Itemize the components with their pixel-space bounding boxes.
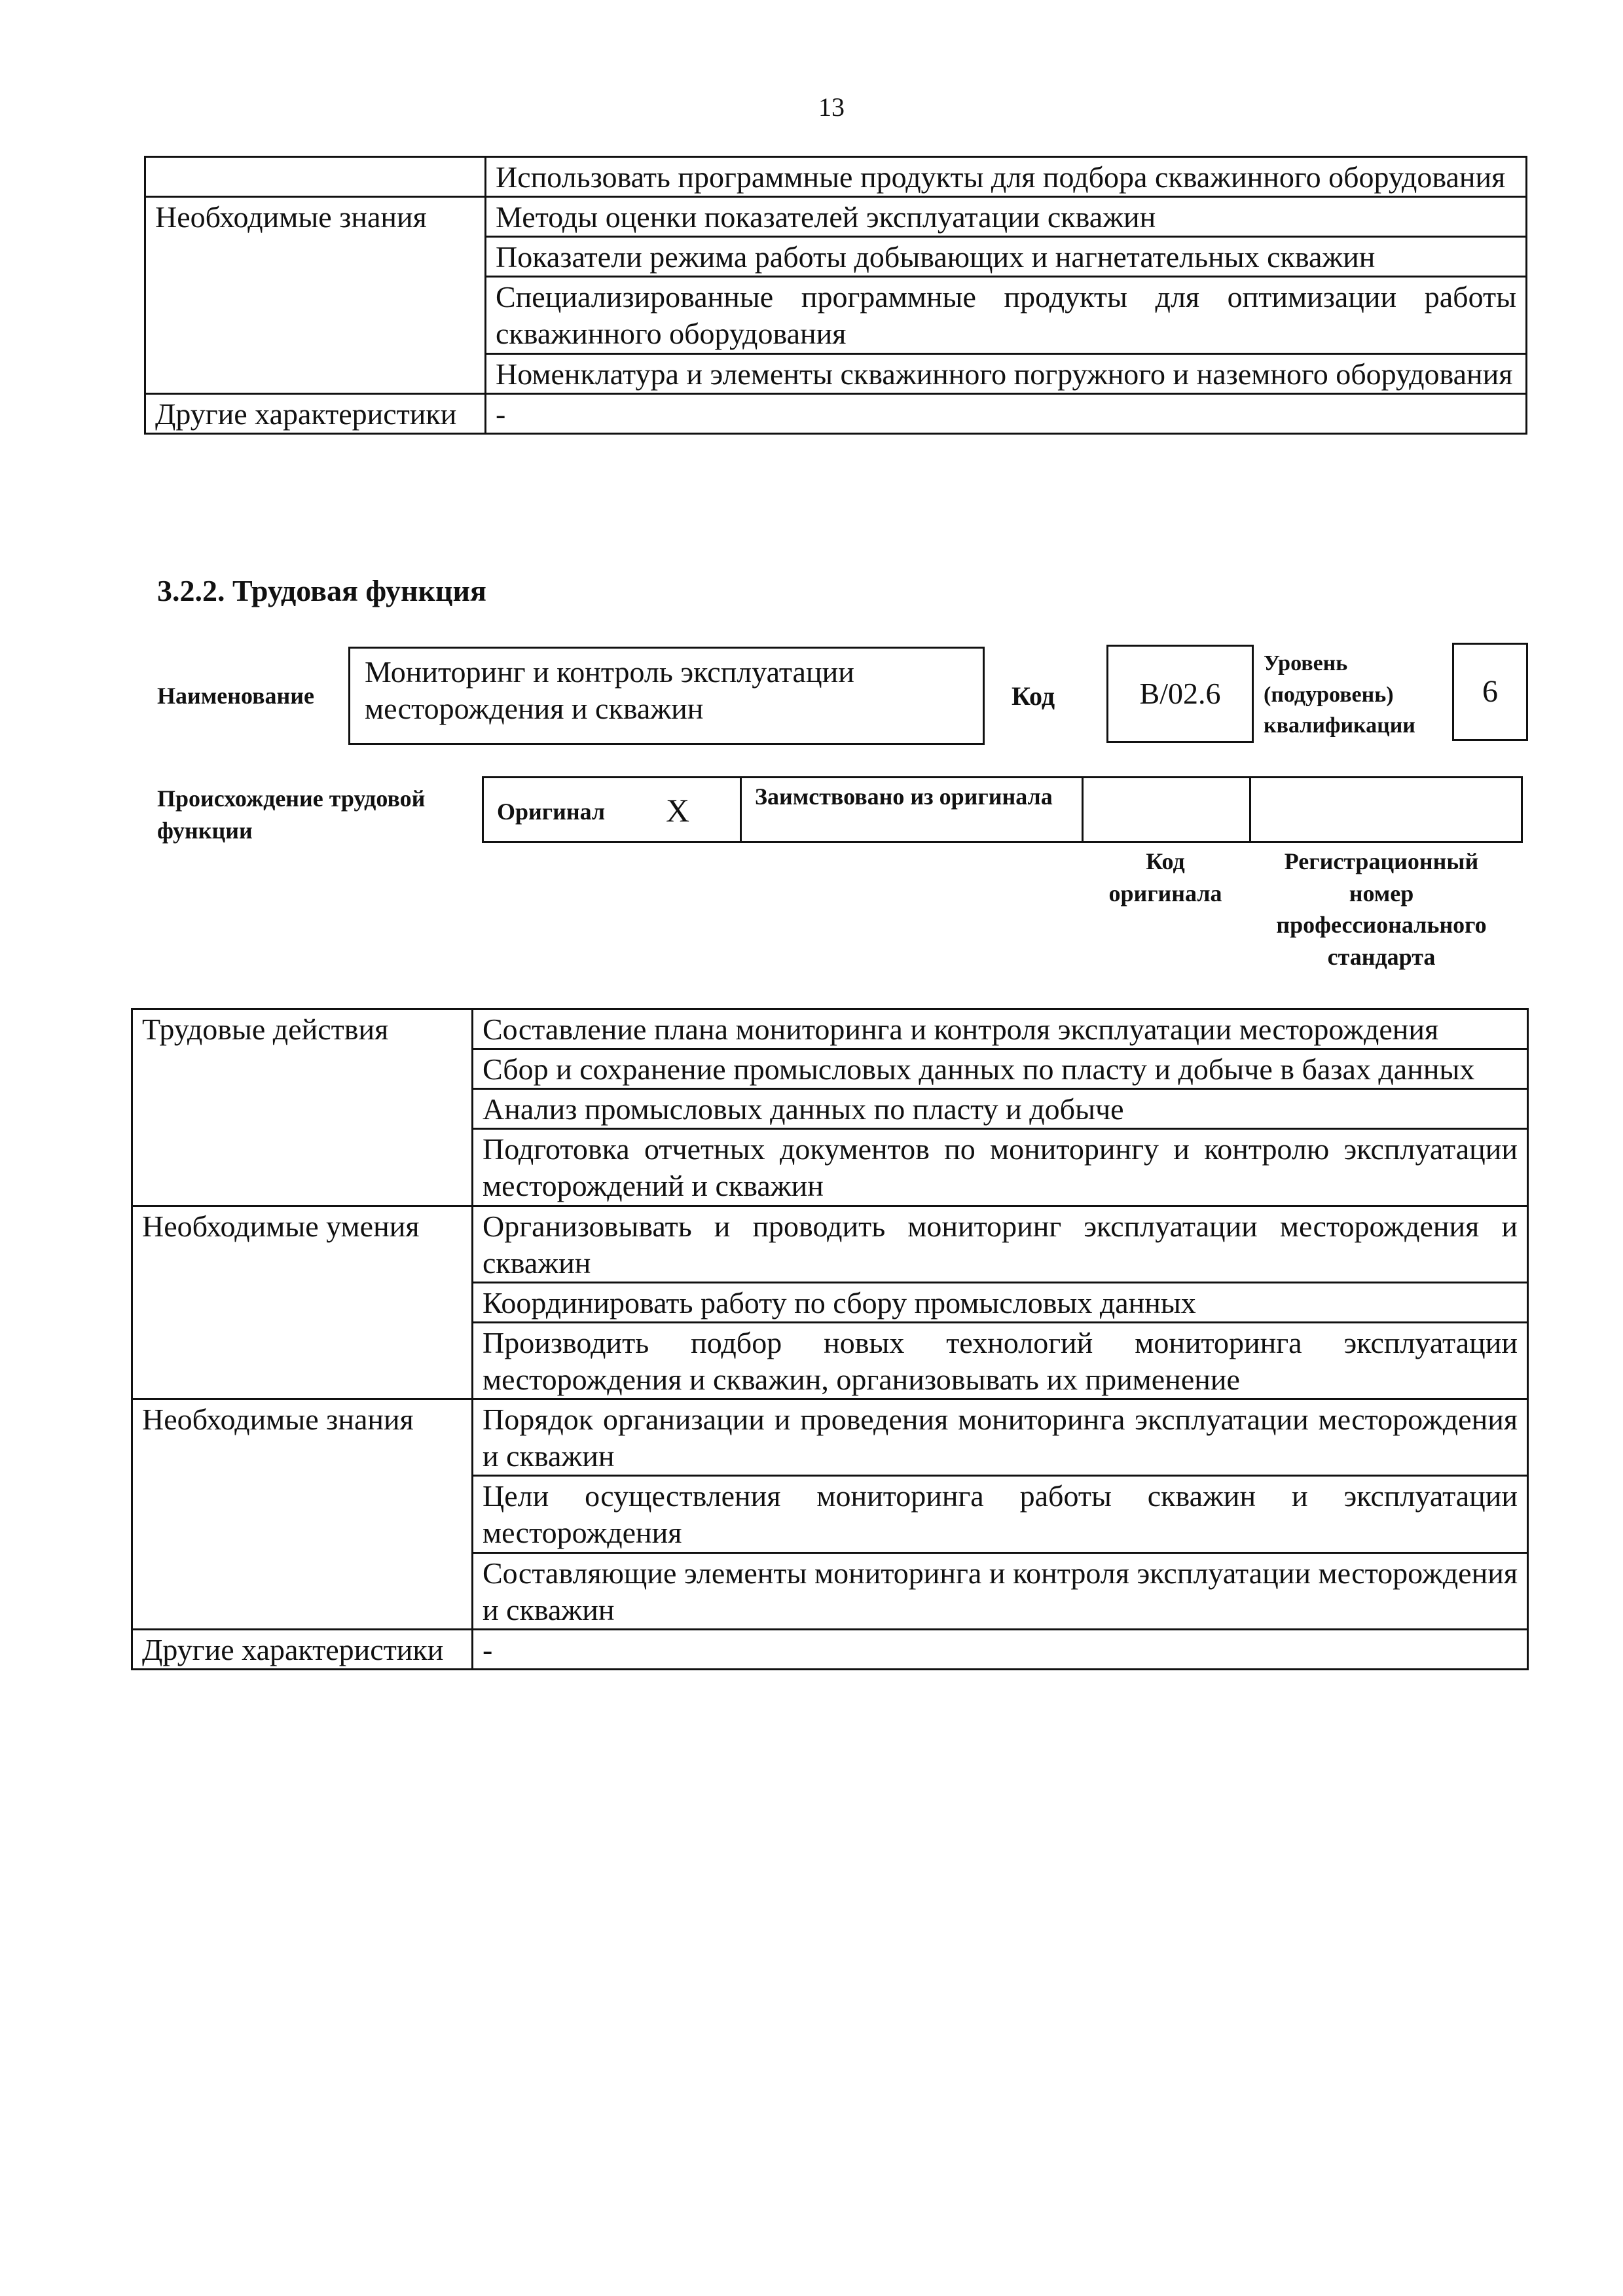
row-item: Составляющие элементы мониторинга и контроля эксплуатации месторождения и скважин — [473, 1552, 1528, 1629]
code-value: B/02.6 — [1139, 677, 1221, 710]
row-item: Подготовка отчетных документов по мониторингу и контролю эксплуатации месторождений и скважин — [473, 1129, 1528, 1206]
row-item: Координировать работу по сбору промысловых данных — [473, 1282, 1528, 1322]
table-row — [145, 157, 1527, 197]
row-label: Необходимые умения — [132, 1206, 473, 1399]
reg-number-cell — [1251, 778, 1521, 841]
origin-label: Происхождение трудовой функции — [157, 785, 426, 844]
requirements-table-bottom — [131, 1008, 1529, 1670]
reg-number-caption: Регистрационный номер профессионального стандарта — [1276, 848, 1487, 970]
level-label: Уровень (подуровень) квалификации — [1264, 651, 1415, 738]
requirements-table-top — [144, 156, 1527, 435]
table-row — [132, 1206, 1528, 1282]
row-label: Необходимые знания — [132, 1399, 473, 1630]
row-item: Анализ промысловых данных по пласту и добыче — [473, 1089, 1528, 1129]
row-item: Номенклатура и элементы скважинного погружного и наземного оборудования — [486, 353, 1527, 393]
row-item: - — [473, 1629, 1528, 1669]
table-row — [132, 1009, 1528, 1049]
row-item: Порядок организации и проведения мониторинга эксплуатации месторождения и скважин — [473, 1399, 1528, 1476]
function-name-box — [348, 647, 985, 745]
row-item: Специализированные программные продукты для оптимизации работы скважинного оборудования — [486, 277, 1527, 353]
origin-row — [482, 776, 1523, 843]
table-row — [132, 1629, 1528, 1669]
original-mark: X — [666, 792, 690, 829]
row-item: Сбор и сохранение промысловых данных по пласту и добыче в базах данных — [473, 1049, 1528, 1089]
level-value: 6 — [1482, 674, 1498, 709]
code-label: Код — [1012, 681, 1055, 711]
table-row — [145, 393, 1527, 433]
table-top-body — [145, 157, 1527, 434]
row-item: Показатели режима работы добывающих и нагнетательных скважин — [486, 237, 1527, 277]
row-label: Необходимые знания — [145, 197, 486, 394]
page-number: 13 — [818, 92, 845, 122]
original-label: Оригинал — [497, 798, 606, 825]
level-value-box — [1452, 643, 1528, 741]
row-item: - — [486, 393, 1527, 433]
table-row — [145, 197, 1527, 237]
row-label: Другие характеристики — [132, 1629, 473, 1669]
row-label — [145, 157, 486, 197]
row-item: Производить подбор новых технологий мониторинга эксплуатации месторождения и скважин, организовывать их применение — [473, 1322, 1528, 1399]
borrowed-label: Заимствовано из оригинала — [755, 783, 1053, 810]
function-name-value: Мониторинг и контроль эксплуатации месторождения и скважин — [365, 655, 854, 726]
name-label: Наименование — [157, 683, 314, 709]
row-label: Другие характеристики — [145, 393, 486, 433]
borrowed-cell — [742, 778, 1084, 841]
original-cell — [484, 778, 742, 841]
code-original-cell — [1084, 778, 1251, 841]
table-bottom-body — [132, 1009, 1528, 1670]
section-title: 3.2.2. Трудовая функция — [157, 574, 486, 607]
row-item: Цели осуществления мониторинга работы скважин и эксплуатации месторождения — [473, 1476, 1528, 1552]
row-item: Методы оценки показателей эксплуатации скважин — [486, 197, 1527, 237]
row-item: Использовать программные продукты для подбора скважинного оборудования — [486, 157, 1527, 197]
row-item: Организовывать и проводить мониторинг эксплуатации месторождения и скважин — [473, 1206, 1528, 1282]
code-value-box — [1106, 645, 1254, 743]
row-item: Составление плана мониторинга и контроля эксплуатации месторождения — [473, 1009, 1528, 1049]
table-row — [132, 1399, 1528, 1476]
row-label: Трудовые действия — [132, 1009, 473, 1206]
code-original-caption: Код оригинала — [1108, 848, 1222, 906]
